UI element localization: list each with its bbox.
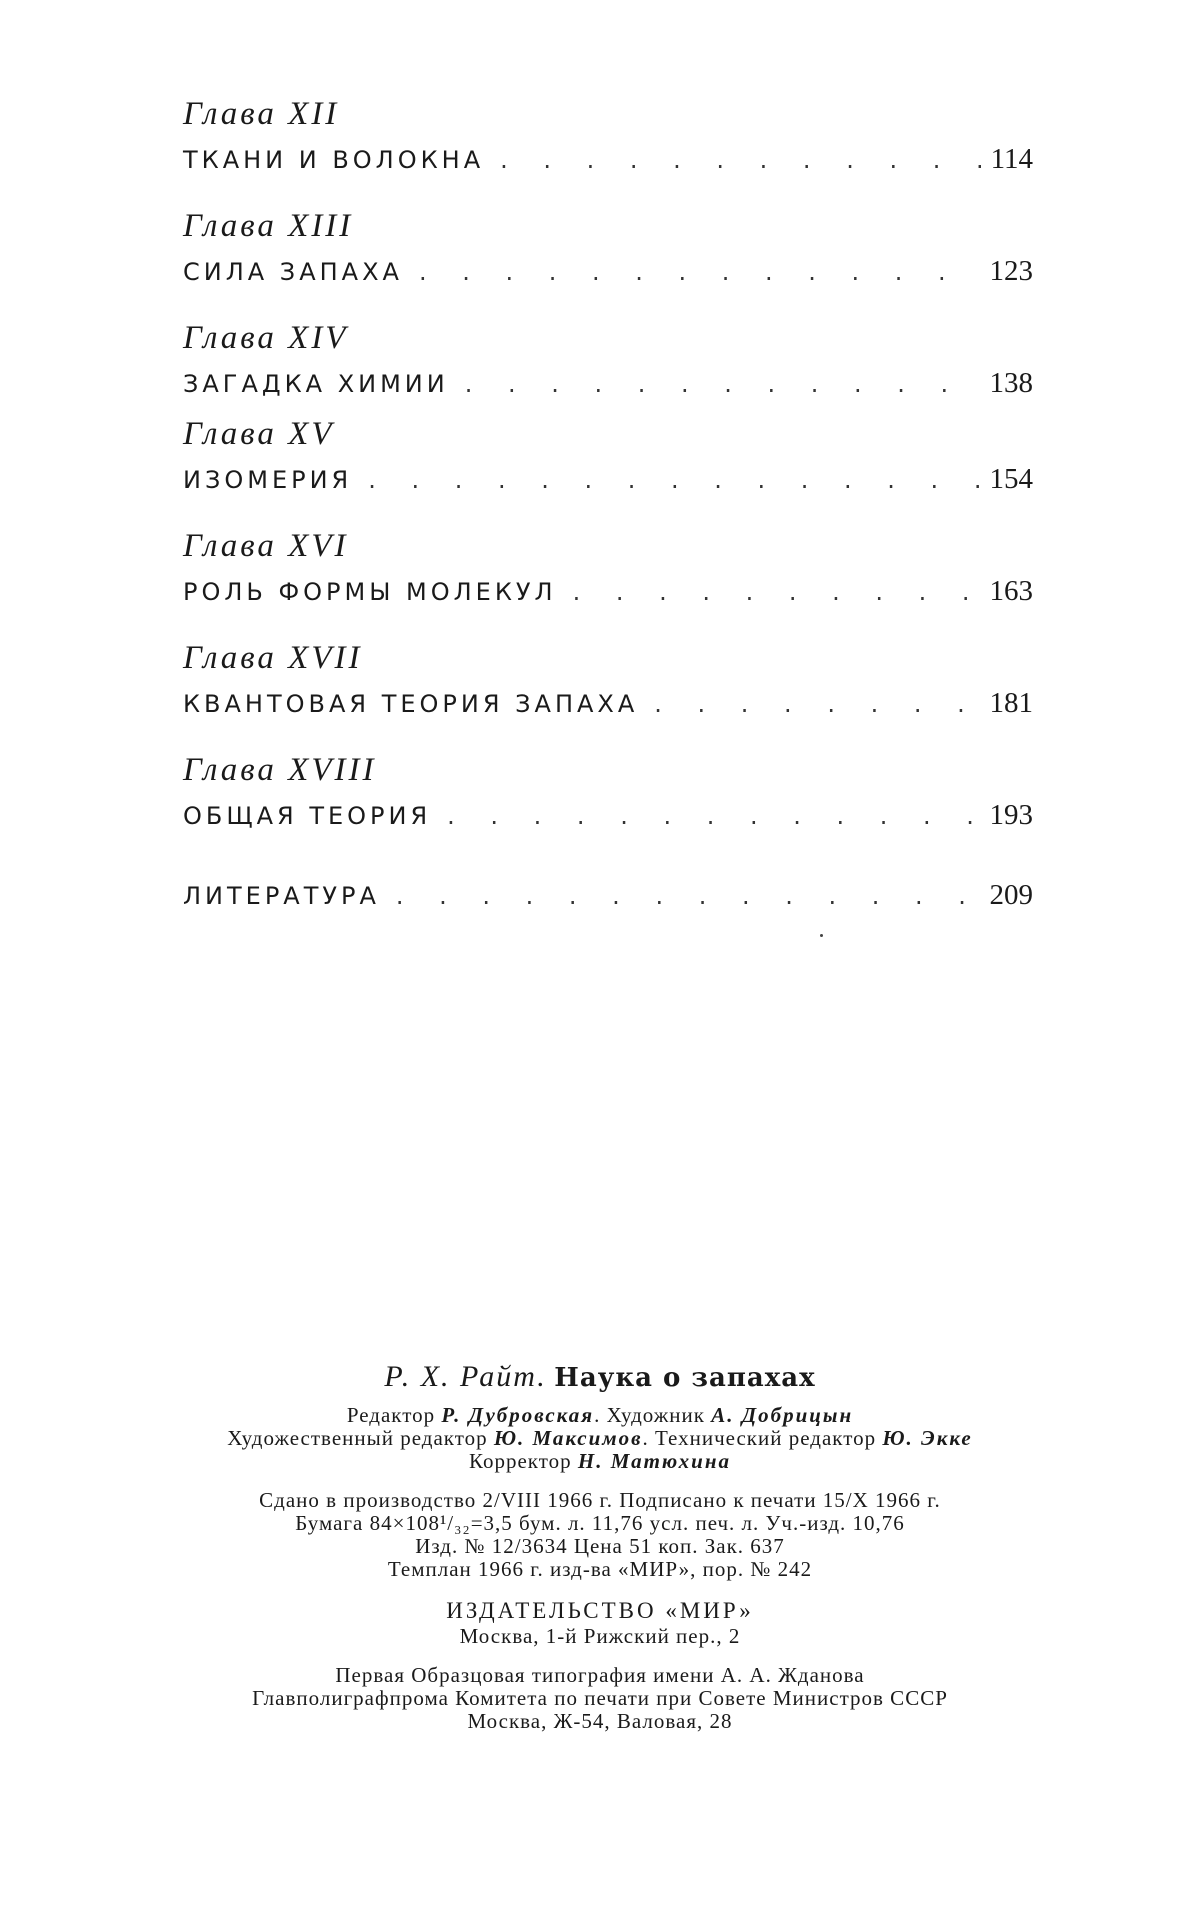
- printer-block: [60, 1664, 1140, 1733]
- book-title: Наука о запахах: [554, 1363, 816, 1393]
- chapter-title: ЗАГАДКА ХИМИИ: [183, 370, 449, 398]
- toc-entry[interactable]: [183, 255, 1033, 295]
- credits-block: [60, 1404, 1140, 1473]
- book-line: [60, 1357, 1140, 1398]
- credit-person-name: Ю. Максимов: [493, 1426, 643, 1450]
- toc-entry-literature[interactable]: [183, 879, 1033, 919]
- dot-leader: [380, 882, 981, 910]
- page-number: 138: [989, 367, 1033, 399]
- toc-chapter: [183, 319, 1033, 415]
- credit-role: Редактор: [346, 1403, 442, 1427]
- print-detail-line: Изд. № 12/3634 Цена 51 коп. Зак. 637: [415, 1534, 785, 1558]
- print-speck: [820, 934, 823, 937]
- chapter-title: ИЗОМЕРИЯ: [183, 466, 353, 494]
- credit-person-name: Р. Дубровская: [441, 1403, 595, 1427]
- toc-chapter: [183, 527, 1033, 639]
- toc-entry[interactable]: [183, 799, 1033, 839]
- chapter-heading: Глава XVIII: [183, 752, 377, 788]
- toc-entry[interactable]: [183, 687, 1033, 727]
- chapter-heading: Глава XV: [183, 416, 335, 452]
- publisher-address: Москва, 1-й Рижский пер., 2: [459, 1624, 741, 1648]
- print-detail-line: Темплан 1966 г. изд-ва «МИР», пор. № 242: [387, 1557, 813, 1581]
- toc-chapter: [183, 639, 1033, 751]
- chapter-title: ТКАНИ И ВОЛОКНА: [183, 146, 485, 174]
- dot-leader: [484, 146, 981, 174]
- page-number: 193: [989, 799, 1033, 831]
- credit-person-name: А. Добрицын: [711, 1403, 854, 1427]
- chapter-heading: Глава XVI: [183, 528, 349, 564]
- credit-role: . Технический редактор: [642, 1426, 883, 1450]
- page-number: 154: [989, 463, 1033, 495]
- credit-role: Художественный редактор: [227, 1426, 494, 1450]
- table-of-contents: [183, 95, 1033, 919]
- credit-role: . Художник: [594, 1403, 712, 1427]
- credit-line: [60, 1404, 1140, 1427]
- toc-entry[interactable]: [183, 367, 1033, 407]
- toc-entry[interactable]: [183, 575, 1033, 615]
- publisher-block: [60, 1597, 1140, 1648]
- page-number: 181: [989, 687, 1033, 719]
- dot-leader: [557, 578, 981, 606]
- credit-role: Корректор: [469, 1449, 578, 1473]
- dot-leader: [449, 370, 981, 398]
- dot-leader: [638, 690, 981, 718]
- toc-entry[interactable]: [183, 143, 1033, 183]
- publisher-name: ИЗДАТЕЛЬСТВО «МИР»: [446, 1598, 754, 1623]
- credit-line: [60, 1450, 1140, 1473]
- printer-line: Первая Образцовая типография имени А. А. Жданова: [335, 1663, 865, 1687]
- toc-chapter: [183, 207, 1033, 319]
- chapter-title: РОЛЬ ФОРМЫ МОЛЕКУЛ: [183, 578, 557, 606]
- colophon: [60, 1357, 1140, 1733]
- credit-line: [60, 1427, 1140, 1450]
- toc-chapter: [183, 415, 1033, 527]
- printer-line: Главполиграфпрома Комитета по печати при Совете Министров СССР: [252, 1686, 948, 1710]
- literature-title: ЛИТЕРАТУРА: [183, 882, 380, 910]
- page-number: 209: [989, 879, 1033, 911]
- print-detail-line: Сдано в производство 2/VIII 1966 г. Подписано к печати 15/X 1966 г.: [259, 1488, 941, 1512]
- credit-person-name: Н. Матюхина: [577, 1449, 731, 1473]
- print-details-block: [60, 1489, 1140, 1581]
- chapter-heading: Глава XIII: [183, 208, 354, 244]
- chapter-title: СИЛА ЗАПАХА: [183, 258, 403, 286]
- toc-entry[interactable]: [183, 463, 1033, 503]
- printer-line: Москва, Ж-54, Валовая, 28: [467, 1709, 733, 1733]
- credit-person-name: Ю. Экке: [882, 1426, 973, 1450]
- chapter-title: КВАНТОВАЯ ТЕОРИЯ ЗАПАХА: [183, 690, 639, 718]
- dot-leader: [431, 802, 981, 830]
- chapter-heading: Глава XIV: [183, 320, 349, 356]
- dot-leader: [403, 258, 981, 286]
- print-detail-line: Бумага 84×108¹/₃₂=3,5 бум. л. 11,76 усл. печ. л. Уч.-изд. 10,76: [295, 1511, 905, 1535]
- toc-chapter: [183, 751, 1033, 879]
- page-number: 123: [989, 255, 1033, 287]
- page-number: 163: [989, 575, 1033, 607]
- chapter-title: ОБЩАЯ ТЕОРИЯ: [183, 802, 432, 830]
- dot-leader: [352, 466, 981, 494]
- page-number: 114: [990, 143, 1033, 175]
- toc-chapter: [183, 95, 1033, 207]
- chapter-heading: Глава XVII: [183, 640, 363, 676]
- chapter-heading: Глава XII: [183, 96, 340, 132]
- book-author: Р. Х. Райт.: [384, 1360, 547, 1393]
